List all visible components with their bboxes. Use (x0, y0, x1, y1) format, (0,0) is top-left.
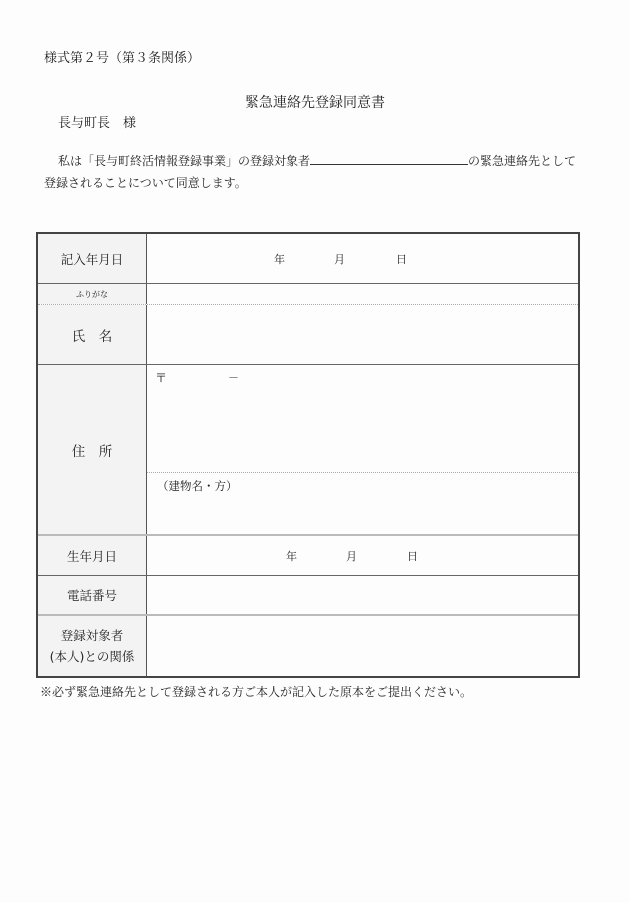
address-field[interactable] (147, 365, 578, 534)
entry-month-unit: 月 (334, 252, 345, 266)
address-row (38, 365, 578, 536)
birth-month-unit: 月 (346, 549, 357, 563)
document-title: 緊急連絡先登録同意書 (245, 95, 385, 111)
address-subdivider (147, 472, 578, 473)
birth-date-row (38, 536, 578, 576)
phone-field[interactable] (147, 576, 578, 614)
relationship-label-line2: (本人)との関係 (49, 649, 135, 664)
form-number: 様式第２号（第３条関係） (44, 51, 201, 66)
birth-day-unit: 日 (407, 549, 418, 563)
address-label: 住 所 (38, 365, 147, 534)
name-field[interactable] (147, 305, 578, 364)
consent-text-line2: 登録されることについて同意します。 (44, 176, 247, 190)
entry-date-row (38, 234, 578, 284)
addressee: 長与町長 様 (58, 116, 137, 131)
relationship-row (38, 616, 578, 676)
birth-date-field[interactable] (147, 536, 578, 575)
phone-label: 電話番号 (38, 576, 147, 614)
name-label: 氏 名 (38, 305, 147, 364)
entry-day-unit: 日 (396, 252, 407, 266)
relationship-label-line1: 登録対象者 (60, 628, 124, 643)
entry-date-field[interactable] (147, 234, 578, 283)
submission-note: ※必ず緊急連絡先として登録される方ご本人が記入した原本をご提出ください。 (40, 685, 473, 699)
consent-text-before: 私は「長与町終活情報登録事業」の登録対象者 (58, 154, 311, 168)
furigana-label: ふりがな (38, 284, 147, 304)
relationship-label (38, 616, 147, 676)
postal-mark-icon: 〒 (155, 371, 168, 385)
relationship-field[interactable] (147, 616, 578, 676)
entry-year-unit: 年 (274, 252, 285, 266)
consent-text-after: の緊急連絡先として (468, 154, 577, 168)
registration-form-table (36, 232, 580, 678)
furigana-row (38, 284, 578, 305)
furigana-field[interactable] (147, 284, 578, 304)
phone-row (38, 576, 578, 616)
building-name-label: （建物名・方） (157, 479, 238, 493)
birth-year-unit: 年 (286, 549, 297, 563)
entry-date-label: 記入年月日 (38, 234, 147, 283)
birth-date-label: 生年月日 (38, 536, 147, 575)
consent-text-line1 (58, 152, 576, 169)
postal-code-dash: － (228, 371, 239, 384)
name-row (38, 305, 578, 365)
registrant-name-blank[interactable] (310, 152, 468, 165)
